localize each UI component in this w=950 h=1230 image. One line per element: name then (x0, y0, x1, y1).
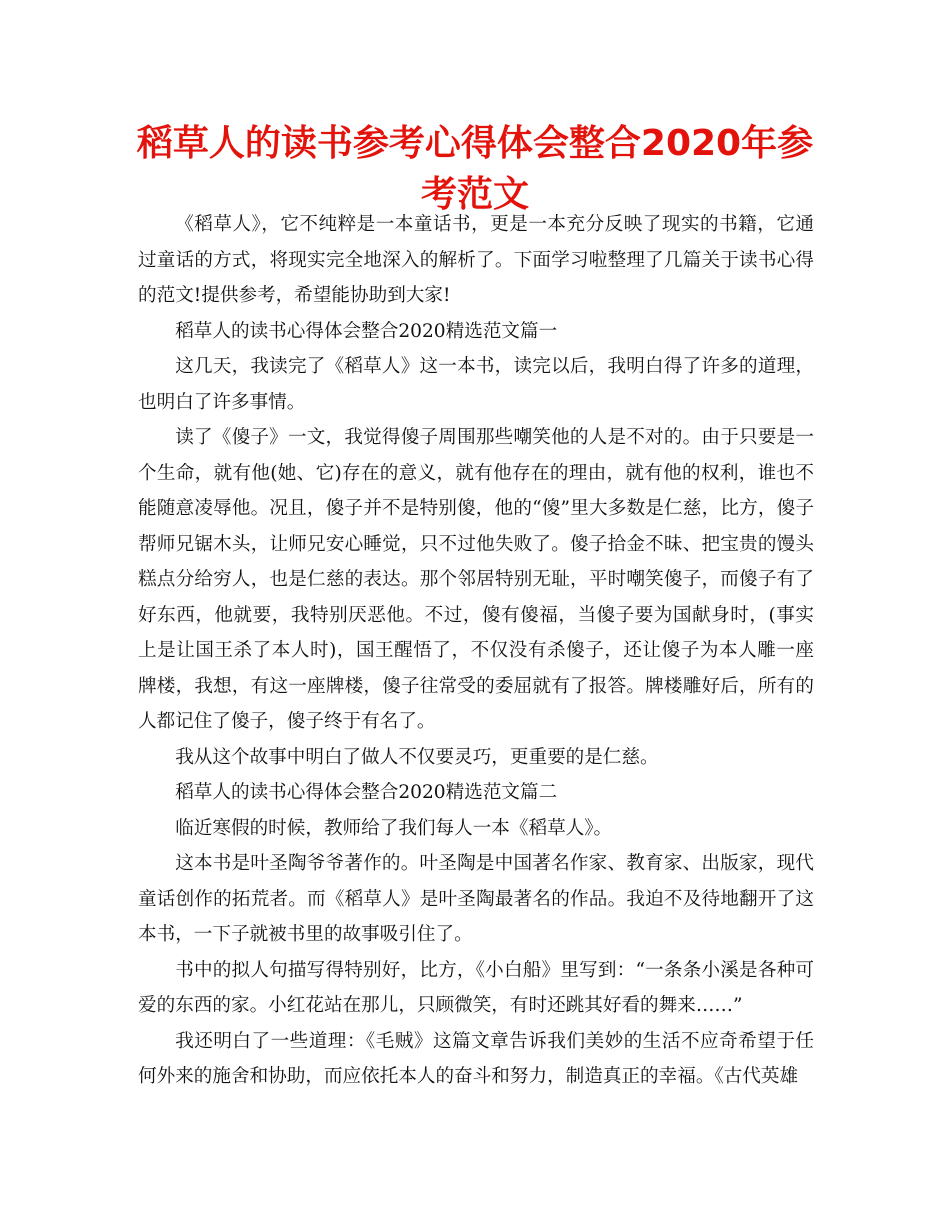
document-title: 稻草人的读书参考心得体会整合2020年参考范文 (136, 123, 814, 215)
paragraph: 读了《傻子》一文，我觉得傻子周围那些嘲笑他的人是不对的。由于只要是一个生命，就有他(她、它)存在的意义，就有他存在的理由，就有他的权利，谁也不能随意凌辱他。况且，傻子并不是特别傻，他的“傻”里大多数是仁慈，比方，傻子帮师兄锯木头，让师兄安心睡觉，只不过他失败了。傻子拾金不昧、把宝贵的馒头糕点分给穷人，也是仁慈的表达。那个邻居特别无耻，平时嘲笑傻子，而傻子有了好东西，他就要，我特别厌恶他。不过，傻有傻福，当傻子要为国献身时，(事实上是让国王杀了本人时)，国王醒悟了，不仅没有杀傻子，还让傻子为本人雕一座牌楼，我想，有这一座牌楼，傻子往常受的委屈就有了报答。牌楼雕好后，所有的人都记住了傻子，傻子终于有名了。 (138, 427, 814, 732)
paragraph: 这几天，我读完了《稻草人》这一本书，读完以后，我明白得了许多的道理，也明白了许多事情。 (138, 356, 814, 413)
paragraph: 我从这个故事中明白了做人不仅要灵巧，更重要的是仁慈。 (175, 746, 659, 768)
section-heading-1: 稻草人的读书心得体会整合2020精选范文篇一 (175, 320, 558, 342)
section-heading-2: 稻草人的读书心得体会整合2020精选范文篇二 (175, 782, 558, 803)
paragraph: 这本书是叶圣陶爷爷著作的。叶圣陶是中国著名作家、教育家、出版家，现代童话创作的拓荒者。而《稻草人》是叶圣陶最著名的作品。我迫不及待地翻开了这本书，一下子就被书里的故事吸引住了。 (138, 853, 814, 945)
paragraph: 书中的拟人句描写得特别好，比方，《小白船》里写到：“一条条小溪是各种可爱的东西的家。小红花站在那儿，只顾微笑，有时还跳其好看的舞来……” (138, 959, 814, 1016)
document-body (138, 207, 814, 1095)
paragraph: 我还明白了一些道理：《毛贼》这篇文章告诉我们美妙的生活不应奇希望于任何外来的施舍和协助，而应依托本人的奋斗和努力，制造真正的幸福。《古代英雄 (138, 1030, 814, 1087)
paragraph: 临近寒假的时候，教师给了我们每人一本《稻草人》。 (175, 817, 613, 839)
paragraph-intro: 《稻草人》，它不纯粹是一本童话书，更是一本充分反映了现实的书籍，它通过童话的方式，将现实完全地深入的解析了。下面学习啦整理了几篇关于读书心得的范文!提供参考，希望能协助到大家! (138, 214, 814, 306)
